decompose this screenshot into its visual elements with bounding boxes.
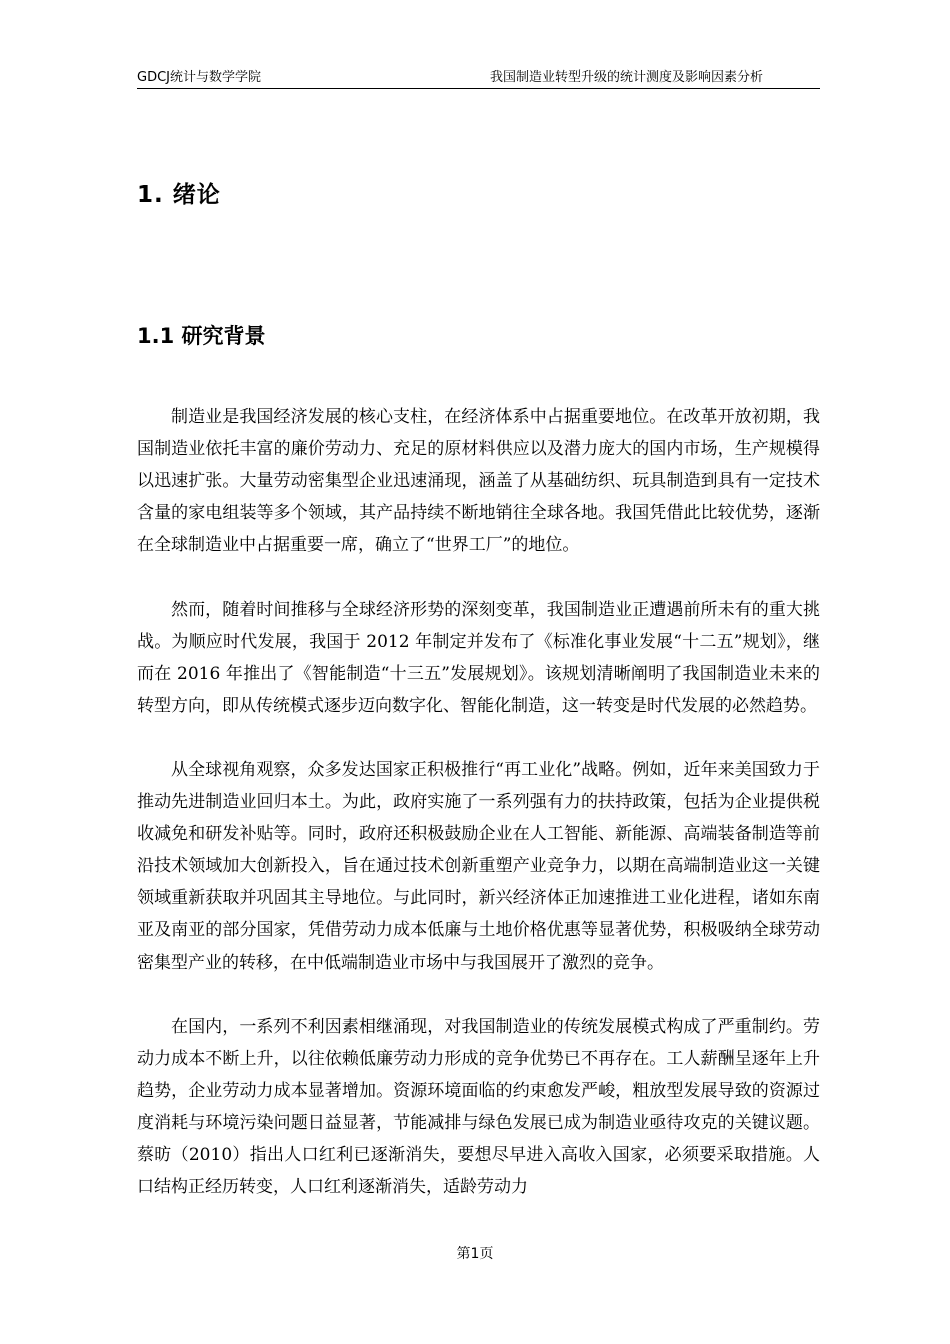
header-institution: GDCJ统计与数学学院 bbox=[137, 70, 261, 85]
section-title: 1.1 研究背景 bbox=[137, 324, 266, 348]
body-paragraph: 在国内，一系列不利因素相继涌现，对我国制造业的传统发展模式构成了严重制约。劳动力成本不断上升，以往依赖低廉劳动力形成的竞争优势已不再存在。工人薪酬呈逐年上升趋势，企业劳动力成本显著增加。资源环境面临的约束愈发严峻，粗放型发展导致的资源过度消耗与环境污染问题日益显著，节能减排与绿色发展已成为制造业亟待攻克的关键议题。蔡昉（2010）指出人口红利已逐渐消失，要想尽早进入高收入国家，必须要采取措施。人口结构正经历转变，人口红利逐渐消失，适龄劳动力 bbox=[137, 1017, 820, 1198]
page-header bbox=[137, 66, 820, 89]
page-number: 第1页 bbox=[456, 1246, 494, 1262]
body-paragraph: 制造业是我国经济发展的核心支柱，在经济体系中占据重要地位。在改革开放初期，我国制造业依托丰富的廉价劳动力、充足的原材料供应以及潜力庞大的国内市场，生产规模得以迅速扩张。大量劳动密集型企业迅速涌现，涵盖了从基础纺织、玩具制造到具有一定技术含量的家电组装等多个领域，其产品持续不断地销往全球各地。我国凭借此比较优势，逐渐在全球制造业中占据重要一席，确立了“世界工厂”的地位。 bbox=[137, 407, 820, 556]
body-paragraph: 从全球视角观察，众多发达国家正积极推行“再工业化”战略。例如，近年来美国致力于推动先进制造业回归本土。为此，政府实施了一系列强有力的扶持政策，包括为企业提供税收减免和研发补贴等。同时，政府还积极鼓励企业在人工智能、新能源、高端装备制造等前沿技术领域加大创新投入，旨在通过技术创新重塑产业竞争力，以期在高端制造业这一关键领域重新获取并巩固其主导地位。与此同时，新兴经济体正加速推进工业化进程，诸如东南亚及南亚的部分国家，凭借劳动力成本低廉与土地价格优惠等显著优势，积极吸纳全球劳动密集型产业的转移，在中低端制造业市场中与我国展开了激烈的竞争。 bbox=[137, 760, 820, 973]
header-thesis-title: 我国制造业转型升级的统计测度及影响因素分析 bbox=[490, 70, 764, 85]
body-paragraph: 然而，随着时间推移与全球经济形势的深刻变革，我国制造业正遭遇前所未有的重大挑战。为顺应时代发展，我国于 2012 年制定并发布了《标准化事业发展“十二五”规划》，继而在 2016 年推出了《智能制造“十三五”发展规划》。该规划清晰阐明了我国制造业未来的转型方向，即从传统模式逐步迈向数字化、智能化制造，这一转变是时代发展的必然趋势。 bbox=[137, 600, 820, 717]
chapter-title: 1. 绪论 bbox=[137, 182, 221, 208]
